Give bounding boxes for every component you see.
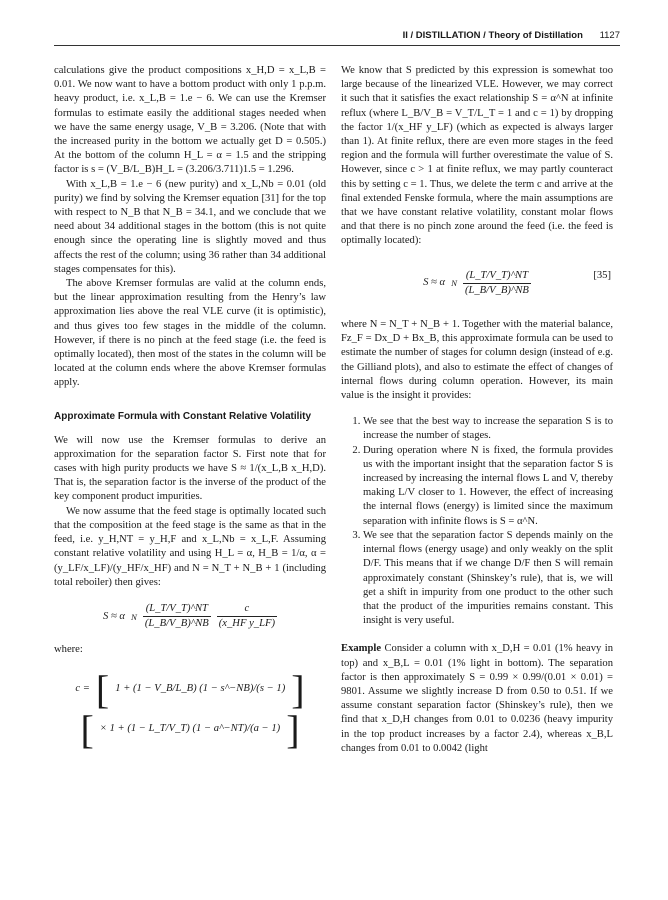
equation-35	[341, 269, 613, 298]
example-paragraph	[341, 642, 613, 756]
eq35-numerator: (L_T/V_T)^NT	[463, 269, 531, 284]
left-bracket: [	[80, 706, 94, 752]
eq35-denominator: (L_B/V_B)^NB	[464, 284, 529, 296]
left-paragraph-1: calculations give the product compositions x_H,D = x_L,B = 0.01. We now want to have a bottom product with only 1 p.p.m. heavy product, i.e. x_L,B = 1.e − 6. We can use the Kremser formulas to estimate easily the additional stages needed when we have the same energy usage, V_B = 3.206. (Note that with the increased purity in the bottom we actually get D = 0.505.) At the bottom of the column H_L = α = 1.5 and the stripping factor is s = (V_B/L_B)H_L = (3.206/3.711)1.5 = 1.296.	[54, 65, 326, 176]
section-title: II / DISTILLATION / Theory of Distillation	[402, 30, 583, 41]
left-column	[54, 64, 326, 762]
eq1-exponent: N	[130, 611, 137, 622]
eq1-c-numerator: c	[217, 602, 277, 617]
list-item: 2. During operation where N is fixed, the formula provides us with the important insight that the separation factor S is increased by increasing the internal flows L and V, thereby making L/V closer to 1. However, the effect of increasing the internal flows (energy) is limited since the maximum separation with infinite flows is S = α^N.	[363, 444, 613, 529]
eq1-c-fraction	[217, 602, 277, 631]
eq1-fraction	[143, 602, 211, 631]
right-column	[341, 64, 613, 756]
eq2-row-1: 1 + (1 − V_B/L_B) (1 − s^−NB)/(s − 1)	[115, 683, 286, 695]
section-heading: Approximate Formula with Constant Relative Volatility	[54, 410, 312, 422]
page-number: 1127	[599, 30, 620, 41]
example-text: Consider a column with x_D,H = 0.01 (1% heavy in top) and x_B,L = 0.01 (1% light in bottom). The separation factor is then approximately S = 0.99 × 0.99/(0.01 × 0.01) = 9801. Assume we slightly increase D from 0.50 to 0.51. If we assume constant separation factor (Shinskey’s rule), then we find that x_D,H changes from 0.01 to 0.0236 (heavy impurity in the top product increases by a factor 2.4), whereas x_B,L changes from 0.01 to 0.0042 (light	[341, 643, 613, 754]
running-head	[54, 30, 620, 41]
right-bracket: ]	[286, 706, 300, 752]
where-label: where:	[54, 644, 83, 656]
left-paragraph-5: We now assume that the feed stage is optimally located such that the composition at the feed stage is the same as that in the feed, i.e. y_H,NT = y_H,F and x_L,Nb = x_L,F. Assuming constant relative volatility and using H_L = α, H_B = 1/α, α = (y_LF/x_LF)/(y_HF/x_HF) and N = N_T + N_B + 1 (including total reboiler) then gives:	[54, 505, 326, 588]
eq2-row-2: × 1 + (1 − L_T/V_T) (1 − a^−NT)/(a − 1)	[99, 723, 281, 735]
eq1-c-denominator: (x_HF y_LF)	[218, 618, 275, 630]
eq1-numerator: (L_T/V_T)^NT	[143, 602, 211, 617]
right-paragraph-1: We know that S predicted by this expression is somewhat too large because of the linearized VLE. However, we may correct it such that it satisfies the exact relationship S = α^N at infinite reflux (where L_B/V_B = V_T/L_T = 1 and c = 1) by dropping the factor 1/(x_HF y_LF) (which as expected is always larger than 1). At finite reflux, there are even more stages in the feed region and the formula will further overestimate the value of S. However, since c > 1 at finite reflux, we may partly counteract this by setting c = 1. Thus, we delete the term c and arrive at the final extended Fenske formula, where the main assumptions are that we have constant relative volatility, constant molar flows and that there is no pinch zone around the feed (i.e. the feed is optimally located):	[341, 65, 613, 247]
list-item: 1. We see that the best way to increase the separation S is to increase the number of stages.	[363, 415, 613, 443]
equation-c	[54, 666, 326, 752]
insight-list	[341, 415, 613, 628]
right-bracket: ]	[291, 666, 305, 712]
right-paragraph-2: where N = N_T + N_B + 1. Together with the material balance, Fz_F = Dx_D + Bx_B, this approximate formula can be used to estimate the number of stages for column design (instead of e.g. the Gilliand plots), and also to estimate the effect of changes of internal flows during column operation. However, its main value is the insight it provides:	[341, 319, 613, 402]
left-paragraph-2: With x_L,B = 1.e − 6 (new purity) and x_L,Nb = 0.01 (old purity) we find by solving the Kremser equation [31] for the top with respect to N_B that N_B = 34.1, and we conclude that we need about 34 additional stages in the bottom (this is not quite enough since the operating line is slightly moved and thus affects the rest of the column; using 36 rather than 34 additional stages compensates for this).	[54, 178, 326, 275]
example-label: Example	[341, 643, 382, 655]
header-rule	[54, 45, 620, 46]
list-item: 3. We see that the separation factor S depends mainly on the internal flows (energy usage) and only weakly on the split D/F. This means that if we change D/F then S will remain approximately constant (Shinskey’s rule), that is, we will get a shift in impurity from one product to the other such that the product of the impurities remains constant. This insight is very useful.	[363, 529, 613, 628]
eq2-lhs: c =	[75, 683, 90, 695]
left-paragraph-4: We will now use the Kremser formulas to derive an approximation for the separation factor S. First note that for cases with high purity products we have S ≈ 1/(x_L,B x_H,D). That is, the separation factor is the inverse of the product of the key component product impurities.	[54, 434, 326, 503]
equation-s-approx	[54, 602, 326, 631]
left-bracket: [	[95, 666, 110, 712]
eq1-denominator: (L_B/V_B)^NB	[144, 618, 209, 630]
eq35-fraction	[463, 269, 531, 298]
eq1-lhs: S ≈ α	[103, 610, 125, 622]
eq35-lhs: S ≈ α	[423, 277, 446, 289]
eq35-exponent: N	[451, 278, 457, 289]
left-paragraph-3: The above Kremser formulas are valid at the column ends, but the linear approximation resulting from the Henry’s law approximation lies above the real VLE curve (it is optimistic), and thus gives too few stages in the middle of the column. However, if there is no pinch at the feed stage (i.e. the feed is optimally located), then most of the states in the column will be located at the column ends where the above Kremser formulas apply.	[54, 278, 326, 389]
equation-number: [35]	[593, 269, 611, 281]
